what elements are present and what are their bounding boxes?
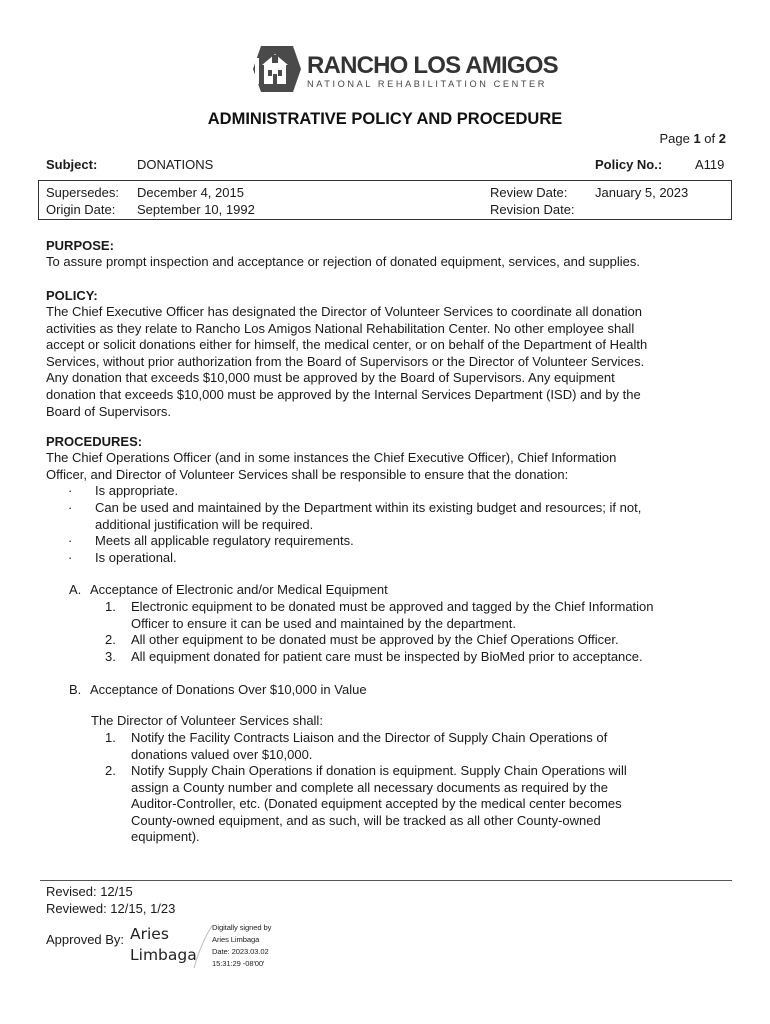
section-a-item: All other equipment to be donated must be approved by the Chief Operations Officer. xyxy=(131,632,619,647)
section-b-line: assign a County number and complete all necessary documents as required by the xyxy=(131,779,608,795)
policy-line: activities as they relate to Rancho Los Amigos National Rehabilitation Center. No other employee shall xyxy=(46,320,635,336)
review-date-value: January 5, 2023 xyxy=(595,185,689,200)
section-b-item xyxy=(131,730,731,763)
footer-divider xyxy=(40,880,732,881)
policy-line: Any donation that exceeds $10,000 must be approved by the Board of Supervisors. Any equipment xyxy=(46,370,615,386)
page-prefix: Page xyxy=(659,131,690,146)
section-b-line: County-owned equipment, and as such, will be tracked as all other County-owned xyxy=(131,812,601,828)
digital-sig-line: Date: 2023.03.02 xyxy=(212,947,269,956)
section-b-title: Acceptance of Donations Over $10,000 in Value xyxy=(90,682,367,697)
bullet-item: Is appropriate. xyxy=(95,483,179,498)
policy-heading: POLICY: xyxy=(46,288,98,303)
section-b-line: equipment). xyxy=(131,829,200,845)
facility-logo xyxy=(247,44,558,100)
signature-first-name: Aries xyxy=(130,925,169,943)
section-b-item xyxy=(131,763,731,846)
origin-date-label: Origin Date: xyxy=(46,202,116,217)
bullet-item xyxy=(95,500,735,533)
procedures-intro-line: Officer, and Director of Volunteer Services shall be responsible to ensure that the donation: xyxy=(46,466,569,482)
digital-sig-line: 15:31:29 -08'00' xyxy=(212,959,265,968)
section-a-line: Electronic equipment to be donated must be approved and tagged by the Chief Information xyxy=(131,599,654,614)
document-title: ADMINISTRATIVE POLICY AND PROCEDURE xyxy=(207,110,563,128)
procedures-intro-line: The Chief Operations Officer (and in some instances the Chief Executive Officer), Chief Information xyxy=(46,450,617,465)
section-a-item: All equipment donated for patient care must be inspected by BioMed prior to acceptance. xyxy=(131,649,643,664)
purpose-heading: PURPOSE: xyxy=(46,238,114,253)
digital-sig-line: Aries Limbaga xyxy=(212,935,260,944)
bullet-marker: · xyxy=(68,483,73,498)
section-b-marker: B. xyxy=(69,682,82,697)
section-b-intro: The Director of Volunteer Services shall: xyxy=(91,713,323,728)
purpose-text: To assure prompt inspection and acceptance or rejection of donated equipment, services, and supplies. xyxy=(46,254,641,269)
section-b-num: 2. xyxy=(105,763,116,778)
logo-subtitle: NATIONAL REHABILITATION CENTER xyxy=(307,79,547,89)
bullet-item: Is operational. xyxy=(95,550,177,565)
signature xyxy=(130,924,197,966)
signature-last-name: Limbaga xyxy=(130,946,197,964)
subject-value: DONATIONS xyxy=(137,157,214,172)
building-logo-icon xyxy=(247,44,303,94)
policy-line: Services, without prior authorization from the Board of Supervisors or the Director of Volunteer Services. xyxy=(46,353,645,369)
bullet-line: additional justification will be required. xyxy=(95,516,314,532)
bullet-marker: · xyxy=(68,550,73,565)
section-b-line: Auditor-Controller, etc. (Donated equipment accepted by the medical center becomes xyxy=(131,796,622,812)
supersedes-value: December 4, 2015 xyxy=(137,185,244,200)
section-b-line: Notify the Facility Contracts Liaison and the Director of Supply Chain Operations of xyxy=(131,730,608,745)
bullet-item: Meets all applicable regulatory requirements. xyxy=(95,533,354,548)
page-total: 2 xyxy=(718,131,726,146)
page-current: 1 xyxy=(693,131,701,146)
subject-label: Subject: xyxy=(46,157,98,172)
page-number xyxy=(659,131,726,146)
section-a-title: Acceptance of Electronic and/or Medical Equipment xyxy=(90,582,388,597)
page-of: of xyxy=(704,131,716,146)
revised-text: Revised: 12/15 xyxy=(46,884,133,899)
section-a-num: 3. xyxy=(105,649,116,664)
bullet-line: Can be used and maintained by the Department within its existing budget and resources; if not, xyxy=(95,500,642,515)
revision-date-label: Revision Date: xyxy=(490,202,575,217)
bullet-marker: · xyxy=(68,500,73,515)
procedures-intro xyxy=(46,450,726,483)
review-date-label: Review Date: xyxy=(490,185,568,200)
policy-no-value: A119 xyxy=(695,157,725,172)
section-b-line: Notify Supply Chain Operations if donation is equipment. Supply Chain Operations will xyxy=(131,763,627,778)
digital-signature-details xyxy=(212,922,271,970)
approved-by-label: Approved By: xyxy=(46,932,125,947)
section-a-marker: A. xyxy=(69,582,82,597)
origin-date-value: September 10, 1992 xyxy=(137,202,255,217)
section-a-line: Officer to ensure it can be used and maintained by the department. xyxy=(131,615,516,631)
reviewed-text: Reviewed: 12/15, 1/23 xyxy=(46,901,176,916)
logo-name: RANCHO LOS AMIGOS xyxy=(307,52,558,79)
policy-line: The Chief Executive Officer has designated the Director of Volunteer Services to coordinate all donation xyxy=(46,304,642,319)
section-b-num: 1. xyxy=(105,730,116,745)
digital-sig-line: Digitally signed by xyxy=(212,923,272,932)
section-a-num: 2. xyxy=(105,632,116,647)
policy-line: Board of Supervisors. xyxy=(46,403,172,419)
section-a-num: 1. xyxy=(105,599,116,614)
section-a-item xyxy=(131,599,731,632)
policy-line: accept or solicit donations either for himself, the medical center, or on behalf of the Department of Health xyxy=(46,337,648,353)
policy-line: donation that exceeds $10,000 must be approved by the Internal Services Department (ISD) and by the xyxy=(46,386,641,402)
bullet-marker: · xyxy=(68,533,73,548)
supersedes-label: Supersedes: xyxy=(46,185,119,200)
policy-text xyxy=(46,304,726,420)
section-b-line: donations valued over $10,000. xyxy=(131,746,313,762)
procedures-heading: PROCEDURES: xyxy=(46,434,143,449)
policy-no-label: Policy No.: xyxy=(595,157,663,172)
